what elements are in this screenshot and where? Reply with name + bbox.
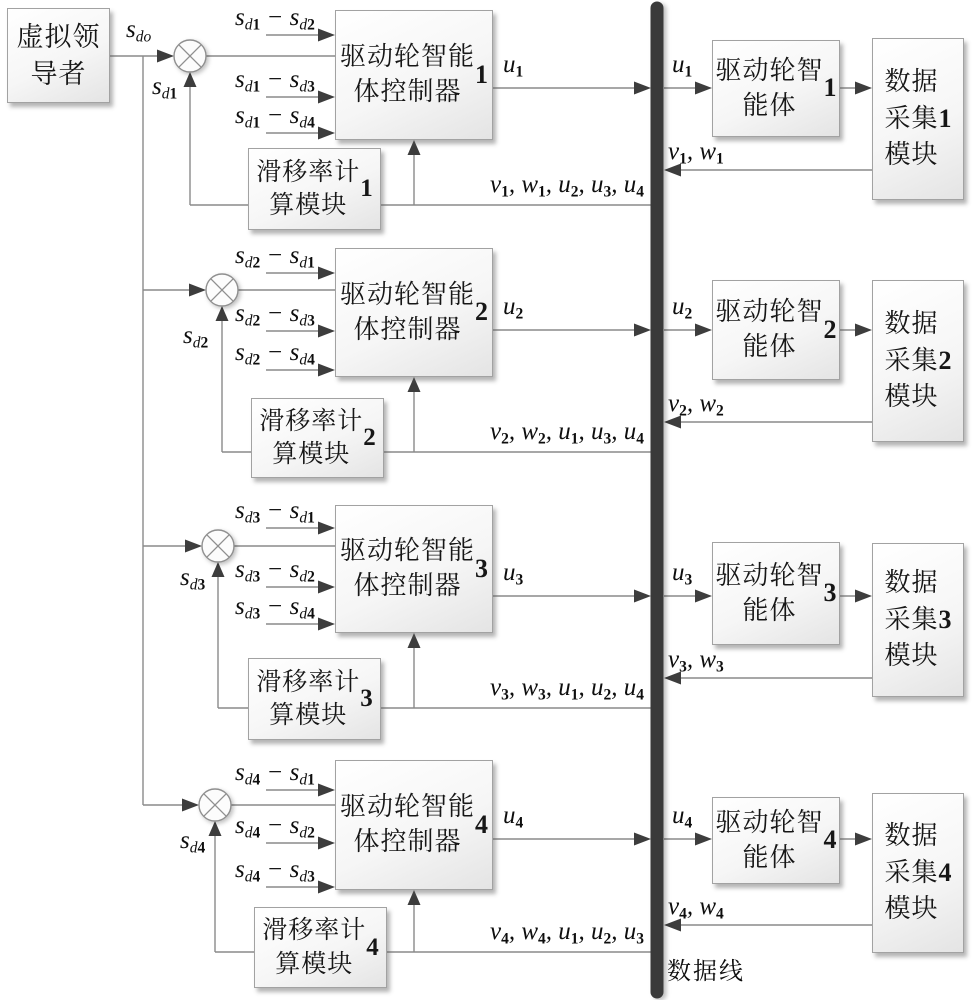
arrowhead [209, 821, 222, 836]
arrowhead [318, 91, 335, 104]
data-acquisition-box-2: 数据 采集 模块 2 [872, 280, 964, 442]
u-signal-label: $u_4$ [503, 802, 524, 832]
arrowhead [408, 890, 421, 905]
slip-rate-module-box-2: 滑移率计 算模块 2 [251, 398, 384, 478]
sd-signal-label: $s_{d4}$ [180, 827, 206, 857]
arrowhead [318, 364, 335, 377]
arrowhead [318, 29, 335, 42]
diff-signal-label: $s_{d2} - s_{d3}$ [235, 300, 315, 330]
arrowhead [695, 324, 712, 337]
u-signal-label: $u_1$ [503, 51, 524, 81]
arrowhead [216, 306, 229, 321]
u-signal-label: $u_3$ [503, 559, 524, 589]
diff-signal-label: $s_{d3} - s_{d2}$ [235, 556, 315, 586]
arrowhead [189, 284, 206, 297]
drive-wheel-agent-box-3: 驱动轮智 能体 3 [712, 542, 840, 645]
sdo-signal-label: $s_{do}$ [126, 16, 152, 46]
diff-signal-label: $s_{d1} - s_{d4}$ [235, 102, 315, 132]
arrowhead [634, 324, 651, 337]
virtual-leader-box: 虚拟领 导者 [7, 8, 110, 103]
diff-signal-label: $s_{d3} - s_{d1}$ [235, 497, 315, 527]
diff-signal-label: $s_{d2} - s_{d4}$ [235, 339, 315, 369]
diff-signal-label: $s_{d1} - s_{d3}$ [235, 66, 315, 96]
controller-box-3: 驱动轮智能 体控制器 3 [335, 505, 493, 633]
arrowhead [318, 325, 335, 338]
vw-feedback-label: $v_3$, $w_3$ [668, 646, 724, 676]
arrowhead [634, 833, 651, 846]
arrowhead [695, 590, 712, 603]
arrowhead [184, 72, 197, 87]
diff-signal-label: $s_{d2} - s_{d1}$ [235, 242, 315, 272]
sd-signal-label: $s_{d1}$ [152, 73, 178, 103]
arrowhead [855, 82, 872, 95]
u-signal-label: $u_1$ [672, 51, 693, 81]
data-acquisition-box-4: 数据 采集 模块 4 [872, 793, 964, 953]
drive-wheel-agent-box-4: 驱动轮智 能体 4 [712, 797, 840, 884]
controller-box-2: 驱动轮智能 体控制器 2 [335, 248, 493, 377]
arrowhead [182, 799, 199, 812]
arrowhead [185, 540, 202, 553]
sd-signal-label: $s_{d3}$ [180, 564, 206, 594]
arrowhead [318, 784, 335, 797]
vw-feedback-label: $v_2$, $w_2$ [668, 390, 724, 420]
data-bus-label: 数据线 [667, 959, 745, 985]
u-signal-label: $u_3$ [672, 559, 693, 589]
diff-signal-label: $s_{d1} - s_{d2}$ [235, 4, 315, 34]
arrowhead [408, 633, 421, 648]
diff-signal-label: $s_{d3} - s_{d4}$ [235, 593, 315, 623]
arrowhead [695, 82, 712, 95]
arrowhead [634, 82, 651, 95]
data-acquisition-box-1: 数据 采集 模块 1 [872, 38, 964, 200]
arrowhead [212, 562, 225, 577]
slip-rate-module-box-4: 滑移率计 算模块 4 [254, 907, 387, 988]
arrowhead [408, 140, 421, 155]
arrowhead [855, 833, 872, 846]
vw-feedback-label: $v_1$, $w_1$ [668, 138, 724, 168]
arrowhead [318, 837, 335, 850]
arrowhead [634, 590, 651, 603]
bus-feedback-label: $v_4$, $w_4$, $u_1$, $u_2$, $u_3$ [489, 918, 644, 948]
diff-signal-label: $s_{d4} - s_{d2}$ [235, 812, 315, 842]
vw-feedback-label: $v_4$, $w_4$ [668, 893, 724, 923]
arrowhead [157, 50, 174, 63]
bus-feedback-label: $v_1$, $w_1$, $u_2$, $u_3$, $u_4$ [489, 171, 644, 201]
arrowhead [855, 590, 872, 603]
arrowhead [318, 881, 335, 894]
arrowhead [318, 127, 335, 140]
diff-signal-label: $s_{d4} - s_{d3}$ [235, 856, 315, 886]
drive-wheel-agent-box-2: 驱动轮智 能体 2 [712, 280, 840, 380]
controller-box-4: 驱动轮智能 体控制器 4 [335, 760, 493, 890]
sd-signal-label: $s_{d2}$ [183, 322, 209, 352]
arrowhead [855, 324, 872, 337]
bus-feedback-label: $v_2$, $w_2$, $u_1$, $u_3$, $u_4$ [489, 418, 644, 448]
arrowhead [318, 522, 335, 535]
arrowhead [318, 581, 335, 594]
slip-rate-module-box-1: 滑移率计 算模块 1 [248, 148, 381, 230]
u-signal-label: $u_2$ [503, 293, 524, 323]
u-signal-label: $u_2$ [672, 293, 693, 323]
bus-feedback-label: $v_3$, $w_3$, $u_1$, $u_2$, $u_4$ [489, 674, 644, 704]
arrowhead [408, 377, 421, 392]
slip-rate-module-box-3: 滑移率计 算模块 3 [248, 658, 381, 740]
arrowhead [318, 618, 335, 631]
controller-box-1: 驱动轮智能 体控制器 1 [335, 10, 493, 140]
drive-wheel-agent-box-1: 驱动轮智 能体 1 [712, 40, 840, 137]
diff-signal-label: $s_{d4} - s_{d1}$ [235, 759, 315, 789]
u-signal-label: $u_4$ [672, 802, 693, 832]
arrowhead [695, 833, 712, 846]
data-acquisition-box-3: 数据 采集 模块 3 [872, 543, 964, 697]
arrowhead [318, 267, 335, 280]
